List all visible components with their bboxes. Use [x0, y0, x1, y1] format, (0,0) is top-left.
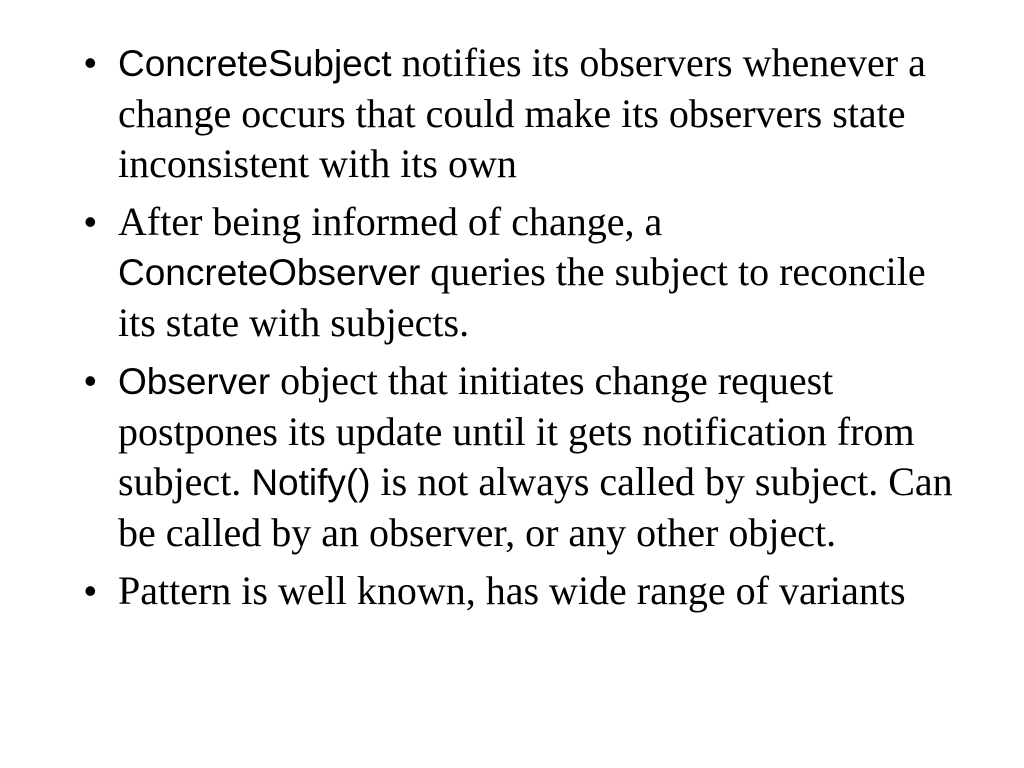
bullet-item-concrete-subject — [72, 38, 972, 189]
bullet-marker: • — [84, 201, 97, 242]
code-term-notify: Notify() — [251, 462, 371, 503]
code-term-observer: Observer — [118, 361, 271, 402]
bullet-marker: • — [84, 570, 97, 611]
bullet-text: is not always called by subject. Can be called by an observer, or any other object. — [118, 459, 953, 555]
code-term-concrete-subject: ConcreteSubject — [118, 43, 392, 84]
bullet-text: object that initiates change request postpones its update until it gets notification from subject. — [118, 358, 915, 504]
bullet-text: After being informed of change, a — [118, 199, 663, 244]
bullet-marker: • — [84, 360, 97, 401]
bullet-item-observer-notify — [72, 356, 972, 558]
bullet-item-pattern-variants — [72, 566, 972, 616]
bullet-text: Pattern is well known, has wide range of variants — [118, 568, 906, 613]
code-term-concrete-observer: ConcreteObserver — [118, 252, 421, 293]
bullet-marker: • — [84, 42, 97, 83]
bullet-text: queries the subject to reconcile its state with subjects. — [118, 249, 926, 345]
bullet-text: notifies its observers whenever a change occurs that could make its observers state inconsistent with its own — [118, 40, 926, 186]
bullet-item-concrete-observer — [72, 197, 972, 348]
bullet-list — [72, 38, 972, 624]
